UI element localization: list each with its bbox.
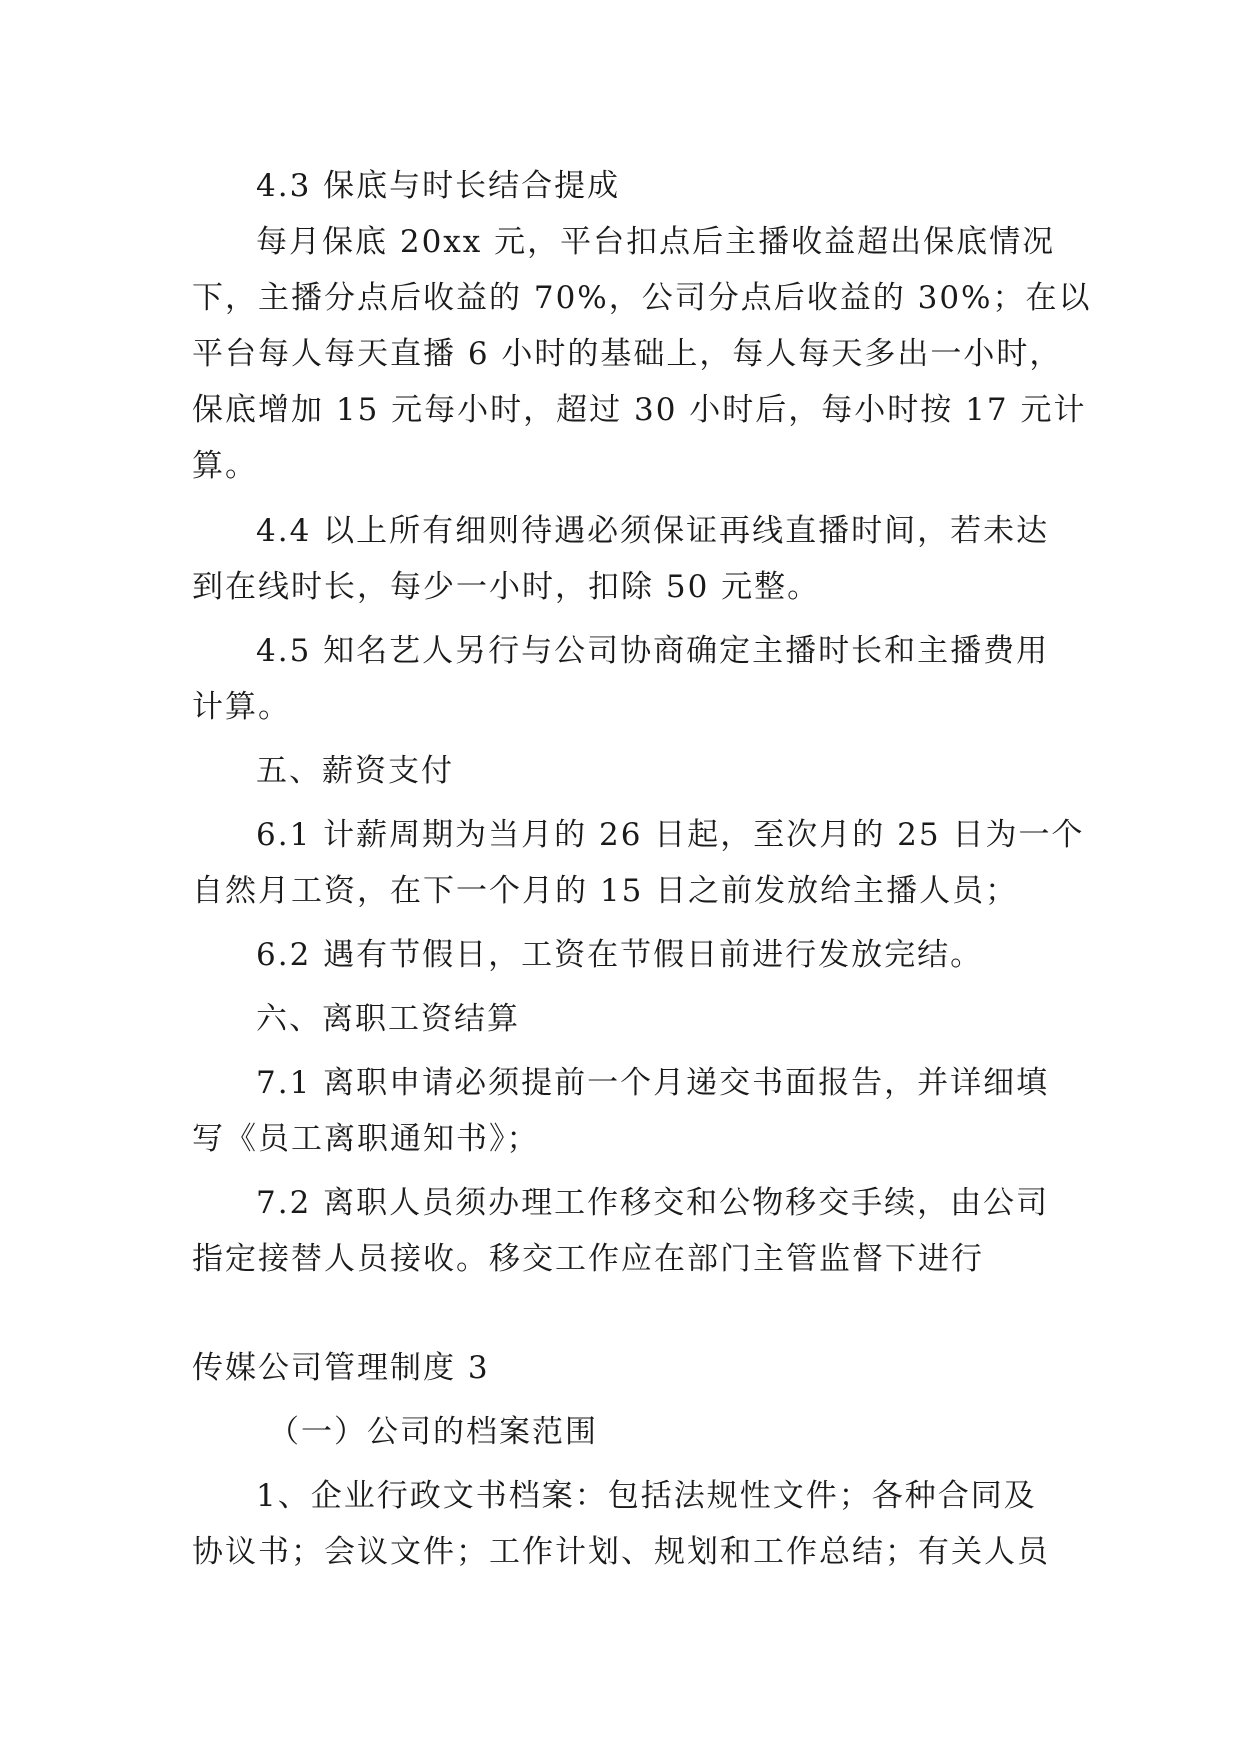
section-heading-4-3: 4.3 保底与时长结合提成	[256, 168, 621, 204]
paragraph-line: 保底增加 15 元每小时，超过 30 小时后，每小时按 17 元计	[192, 392, 1087, 428]
paragraph-line: 6.1 计薪周期为当月的 26 日起，至次月的 25 日为一个	[256, 817, 1085, 853]
paragraph-line: 算。	[192, 448, 258, 484]
paragraph-line: 4.5 知名艺人另行与公司协商确定主播时长和主播费用	[256, 633, 1050, 669]
paragraph-line: 写《员工离职通知书》；	[192, 1121, 540, 1157]
paragraph-line: 到在线时长，每少一小时，扣除 50 元整。	[192, 569, 821, 605]
subsection-heading: （一）公司的档案范围	[268, 1414, 598, 1450]
paragraph-line: 计算。	[192, 689, 291, 725]
document-section-title: 传媒公司管理制度 3	[192, 1350, 490, 1386]
section-heading-5: 五、薪资支付	[256, 753, 454, 789]
paragraph-line: 指定接替人员接收。移交工作应在部门主管监督下进行	[192, 1241, 984, 1277]
paragraph-line: 自然月工资，在下一个月的 15 日之前发放给主播人员；	[192, 873, 1019, 909]
section-heading-6: 六、离职工资结算	[256, 1001, 520, 1037]
paragraph-line: 6.2 遇有节假日，工资在节假日前进行发放完结。	[256, 937, 984, 973]
paragraph-line: 每月保底 20xx 元，平台扣点后主播收益超出保底情况	[256, 224, 1056, 260]
paragraph-line: 平台每人每天直播 6 小时的基础上，每人每天多出一小时，	[192, 336, 1063, 372]
paragraph-line: 7.1 离职申请必须提前一个月递交书面报告，并详细填	[256, 1065, 1050, 1101]
paragraph-line: 下，主播分点后收益的 70%，公司分点后收益的 30%；在以	[192, 280, 1092, 316]
paragraph-line: 4.4 以上所有细则待遇必须保证再线直播时间，若未达	[256, 513, 1050, 549]
paragraph-line: 1、企业行政文书档案：包括法规性文件；各种合同及	[256, 1478, 1037, 1514]
paragraph-line: 协议书；会议文件；工作计划、规划和工作总结；有关人员	[192, 1534, 1050, 1570]
paragraph-line: 7.2 离职人员须办理工作移交和公物移交手续，由公司	[256, 1185, 1050, 1221]
